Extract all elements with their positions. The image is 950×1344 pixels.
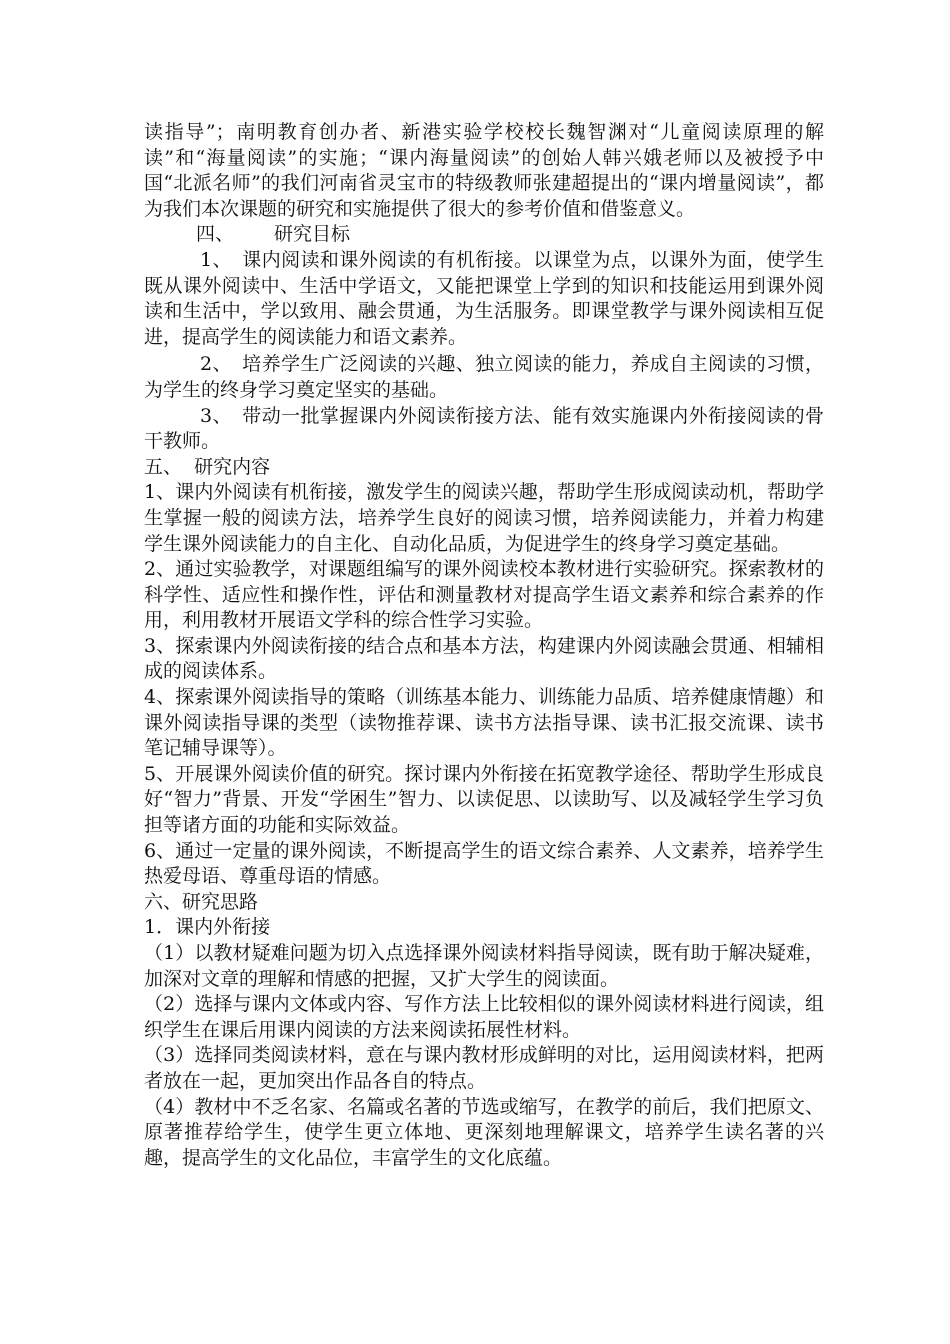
goal-item-1-text: 课内阅读和课外阅读的有机衔接。以课堂为点，以课外为面，使学生既从课外阅读中、生活中学语文，又能把课堂上学到的知识和技能运用到课外阅读和生活中，学以致用、融会贯通，为生活服务。即课堂教学与课外阅读相互促进，提高学生的阅读能力和语文素养。 bbox=[144, 248, 824, 348]
goal-item-2 bbox=[144, 352, 824, 403]
goal-item-3-text: 带动一批掌握课内外阅读衔接方法、能有效实施课内外衔接阅读的骨干教师。 bbox=[144, 404, 824, 453]
section-6-heading: 六、研究思路 bbox=[144, 890, 259, 913]
content-item-4: 4、探索课外阅读指导的策略（训练基本能力、训练能力品质、培养健康情趣）和课外阅读指导课的类型（读物推荐课、读书方法指导课、读书汇报交流课、读书笔记辅导课等）。 bbox=[144, 686, 824, 760]
content-item-6: 6、通过一定量的课外阅读，不断提高学生的语文综合素养、人文素养，培养学生热爱母语、尊重母语的情感。 bbox=[144, 839, 824, 888]
document-body bbox=[144, 120, 824, 1171]
approach-item-3: （3）选择同类阅读材料，意在与课内教材形成鲜明的对比，运用阅读材料，把两者放在一起，更加突出作品各自的特点。 bbox=[144, 1044, 824, 1092]
goal-item-2-text: 培养学生广泛阅读的兴趣、独立阅读的能力，养成自主阅读的习惯，为学生的终身学习奠定坚实的基础。 bbox=[144, 353, 824, 401]
section-4-heading bbox=[144, 222, 824, 248]
approach-item-1: （1）以教材疑难问题为切入点选择课外阅读材料指导阅读，既有助于解决疑难，加深对文章的理解和情感的把握，又扩大学生的阅读面。 bbox=[144, 942, 824, 990]
section-4-number: 四、 bbox=[196, 223, 235, 246]
goal-item-1-number: 1、 bbox=[200, 248, 232, 271]
content-item-5: 5、开展课外阅读价值的研究。探讨课内外衔接在拓宽教学途径、帮助学生形成良好“智力”背景、开发“学困生”智力、以读促思、以读助写、以及减轻学生学习负担等诸方面的功能和实际效益。 bbox=[144, 762, 824, 837]
intro-paragraph: 读指导”；南明教育创办者、新港实验学校校长魏智渊对“儿童阅读原理的解读”和“海量阅读”的实施；“课内海量阅读”的创始人韩兴娥老师以及被授予中国“北派名师”的我们河南省灵宝市的特级教师张建超提出的“课内增量阅读”，都为我们本次课题的研究和实施提供了很大的参考价值和借鉴意义。 bbox=[144, 121, 824, 220]
section-5-heading: 五、 研究内容 bbox=[144, 455, 271, 478]
content-item-2: 2、通过实验教学，对课题组编写的课外阅读校本教材进行实验研究。探索教材的科学性、适应性和操作性，评估和测量教材对提高学生语文素养和综合素养的作用，利用教材开展语文学科的综合性学习实验。 bbox=[144, 558, 824, 632]
section-6-subheading: 1．课内外衔接 bbox=[144, 916, 271, 939]
goal-item-3 bbox=[144, 404, 824, 455]
goal-item-3-number: 3、 bbox=[200, 404, 232, 427]
goal-item-2-number: 2、 bbox=[200, 353, 232, 376]
goal-item-1 bbox=[144, 248, 824, 350]
content-item-1: 1、课内外阅读有机衔接，激发学生的阅读兴趣，帮助学生形成阅读动机，帮助学生掌握一般的阅读方法，培养学生良好的阅读习惯，培养阅读能力，并着力构建学生课外阅读能力的自主化、自动化品质，为促进学生的终身学习奠定基础。 bbox=[144, 481, 824, 555]
approach-item-2: （2）选择与课内文体或内容、写作方法上比较相似的课外阅读材料进行阅读，组织学生在课后用课内阅读的方法来阅读拓展性材料。 bbox=[144, 993, 824, 1041]
section-4-title: 研究目标 bbox=[274, 223, 351, 246]
content-item-3: 3、探索课内外阅读衔接的结合点和基本方法，构建课内外阅读融会贯通、相辅相成的阅读体系。 bbox=[144, 634, 824, 683]
approach-item-4: （4）教材中不乏名家、名篇或名著的节选或缩写，在教学的前后，我们把原文、原著推荐给学生，使学生更立体地、更深刻地理解课文，培养学生读名著的兴趣，提高学生的文化品位，丰富学生的文化底蕴。 bbox=[144, 1095, 824, 1169]
